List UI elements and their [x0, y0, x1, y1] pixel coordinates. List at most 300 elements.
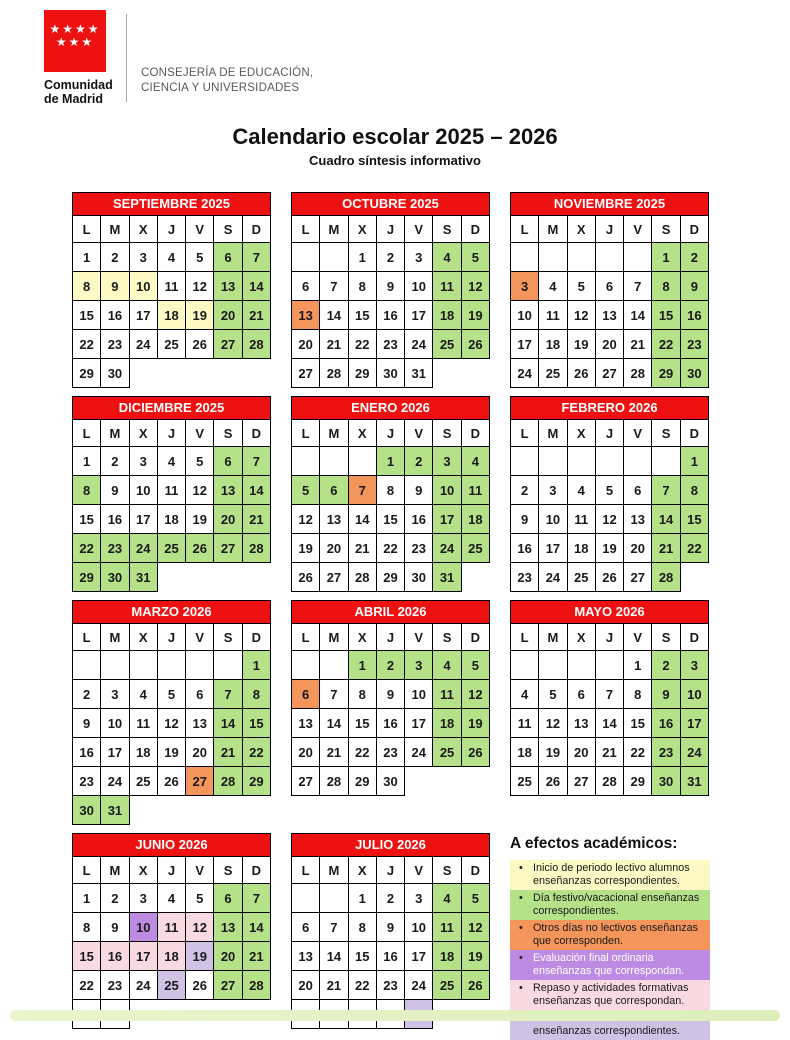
- void-cell: [405, 767, 433, 796]
- day-cell: 29: [73, 563, 101, 592]
- day-cell: 28: [320, 359, 348, 388]
- day-cell: 1: [376, 447, 404, 476]
- weekday-header: L: [73, 857, 101, 884]
- day-cell: 6: [214, 884, 242, 913]
- weekday-header: L: [73, 624, 101, 651]
- day-cell: 26: [461, 971, 489, 1000]
- day-cell: 20: [214, 942, 242, 971]
- empty-cell: [348, 447, 376, 476]
- empty-cell: [567, 651, 595, 680]
- void-cell: [461, 359, 489, 388]
- weekday-header: X: [129, 420, 157, 447]
- weekday-header: S: [652, 420, 680, 447]
- day-cell: 5: [157, 680, 185, 709]
- day-cell: 10: [405, 913, 433, 942]
- day-cell: 16: [652, 709, 680, 738]
- day-cell: 18: [157, 942, 185, 971]
- weekday-header: X: [129, 857, 157, 884]
- day-cell: 8: [348, 913, 376, 942]
- void-cell: [433, 767, 461, 796]
- day-cell: 23: [511, 563, 539, 592]
- empty-cell: [292, 243, 320, 272]
- weekday-header: S: [652, 624, 680, 651]
- day-cell: 1: [242, 651, 270, 680]
- day-cell: 17: [539, 534, 567, 563]
- empty-cell: [214, 651, 242, 680]
- day-cell: 18: [157, 301, 185, 330]
- day-cell: 11: [129, 709, 157, 738]
- weekday-header: V: [624, 624, 652, 651]
- weekday-header: D: [461, 624, 489, 651]
- day-cell: 8: [73, 913, 101, 942]
- day-cell: 31: [433, 563, 461, 592]
- weekday-header: D: [242, 857, 270, 884]
- day-cell: 19: [292, 534, 320, 563]
- empty-cell: [320, 243, 348, 272]
- day-cell: 25: [433, 971, 461, 1000]
- month-title: JUNIO 2026: [72, 833, 271, 857]
- day-cell: 1: [73, 447, 101, 476]
- weekday-header: V: [624, 216, 652, 243]
- day-cell: 23: [101, 534, 129, 563]
- day-cell: 4: [157, 243, 185, 272]
- day-cell: 7: [624, 272, 652, 301]
- day-cell: 7: [320, 680, 348, 709]
- day-cell: 9: [73, 709, 101, 738]
- month-title: SEPTIEMBRE 2025: [72, 192, 271, 216]
- day-cell: 14: [652, 505, 680, 534]
- day-cell: 10: [405, 680, 433, 709]
- day-cell: 10: [405, 272, 433, 301]
- day-cell: 1: [680, 447, 708, 476]
- weekday-header: M: [101, 216, 129, 243]
- day-cell: 2: [652, 651, 680, 680]
- day-cell: 29: [73, 359, 101, 388]
- void-cell: [129, 359, 157, 388]
- month-title: MAYO 2026: [510, 600, 709, 624]
- month-abril-2026: [291, 600, 490, 796]
- day-cell: 9: [101, 913, 129, 942]
- day-cell: 6: [292, 680, 320, 709]
- day-cell: 24: [405, 330, 433, 359]
- day-cell: 23: [73, 767, 101, 796]
- department-line2: CIENCIA Y UNIVERSIDADES: [141, 82, 300, 94]
- void-cell: [214, 359, 242, 388]
- month-mayo-2026: [510, 600, 709, 796]
- day-cell: 30: [376, 359, 404, 388]
- day-cell: 27: [214, 971, 242, 1000]
- day-cell: 20: [292, 330, 320, 359]
- month-table: [291, 419, 490, 592]
- day-cell: 22: [73, 971, 101, 1000]
- day-cell: 12: [186, 476, 214, 505]
- day-cell: 11: [433, 680, 461, 709]
- weekday-header: L: [292, 857, 320, 884]
- day-cell: 21: [595, 738, 623, 767]
- day-cell: 26: [186, 330, 214, 359]
- day-cell: 25: [461, 534, 489, 563]
- empty-cell: [292, 651, 320, 680]
- weekday-header: J: [595, 420, 623, 447]
- day-cell: 26: [186, 971, 214, 1000]
- empty-cell: [595, 651, 623, 680]
- day-cell: 15: [680, 505, 708, 534]
- day-cell: 25: [539, 359, 567, 388]
- day-cell: 29: [376, 563, 404, 592]
- day-cell: 20: [292, 971, 320, 1000]
- weekday-header: M: [101, 624, 129, 651]
- weekday-header: J: [157, 420, 185, 447]
- day-cell: 7: [242, 884, 270, 913]
- empty-cell: [157, 651, 185, 680]
- month-diciembre-2025: [72, 396, 271, 592]
- month-table: [510, 623, 709, 796]
- day-cell: 14: [320, 942, 348, 971]
- day-cell: 3: [405, 884, 433, 913]
- day-cell: 22: [624, 738, 652, 767]
- day-cell: 25: [511, 767, 539, 796]
- weekday-header: S: [652, 216, 680, 243]
- day-cell: 14: [214, 709, 242, 738]
- day-cell: 21: [320, 971, 348, 1000]
- day-cell: 6: [214, 447, 242, 476]
- month-table: [291, 215, 490, 388]
- weekday-header: M: [101, 857, 129, 884]
- day-cell: 30: [680, 359, 708, 388]
- weekday-header: J: [376, 624, 404, 651]
- weekday-header: M: [320, 420, 348, 447]
- day-cell: 9: [101, 272, 129, 301]
- day-cell: 28: [652, 563, 680, 592]
- day-cell: 12: [157, 709, 185, 738]
- day-cell: 26: [539, 767, 567, 796]
- weekday-header: L: [292, 624, 320, 651]
- legend-item-purple: [510, 950, 710, 980]
- month-junio-2026: [72, 833, 271, 1029]
- day-cell: 6: [292, 913, 320, 942]
- empty-cell: [511, 243, 539, 272]
- day-cell: 2: [101, 447, 129, 476]
- day-cell: 14: [348, 505, 376, 534]
- day-cell: 14: [242, 272, 270, 301]
- empty-cell: [595, 243, 623, 272]
- empty-cell: [186, 651, 214, 680]
- void-cell: [157, 796, 185, 825]
- month-title: MARZO 2026: [72, 600, 271, 624]
- day-cell: 14: [242, 913, 270, 942]
- day-cell: 3: [433, 447, 461, 476]
- day-cell: 18: [461, 505, 489, 534]
- day-cell: 5: [461, 884, 489, 913]
- weekday-header: J: [376, 420, 404, 447]
- day-cell: 4: [433, 884, 461, 913]
- day-cell: 3: [680, 651, 708, 680]
- weekday-header: V: [186, 420, 214, 447]
- bullet-icon: •: [519, 922, 523, 934]
- day-cell: 15: [652, 301, 680, 330]
- day-cell: 1: [624, 651, 652, 680]
- day-cell: 27: [595, 359, 623, 388]
- day-cell: 24: [129, 330, 157, 359]
- day-cell: 2: [376, 243, 404, 272]
- day-cell: 29: [624, 767, 652, 796]
- day-cell: 22: [348, 738, 376, 767]
- month-table: [72, 623, 271, 825]
- empty-cell: [539, 447, 567, 476]
- stars-row-bottom: ★★★: [55, 35, 95, 49]
- void-cell: [242, 796, 270, 825]
- weekday-header: V: [405, 857, 433, 884]
- day-cell: 21: [242, 942, 270, 971]
- day-cell: 28: [242, 534, 270, 563]
- month-title: ABRIL 2026: [291, 600, 490, 624]
- day-cell: 20: [595, 330, 623, 359]
- day-cell: 30: [101, 563, 129, 592]
- day-cell: 13: [292, 301, 320, 330]
- day-cell: 4: [129, 680, 157, 709]
- month-table: [291, 856, 490, 1029]
- day-cell: 5: [186, 884, 214, 913]
- day-cell: 15: [73, 301, 101, 330]
- empty-cell: [539, 651, 567, 680]
- day-cell: 19: [186, 301, 214, 330]
- day-cell: 6: [186, 680, 214, 709]
- day-cell: 3: [129, 447, 157, 476]
- day-cell: 4: [461, 447, 489, 476]
- day-cell: 11: [157, 272, 185, 301]
- day-cell: 18: [511, 738, 539, 767]
- day-cell: 13: [320, 505, 348, 534]
- bottom-accent-bar: [10, 1010, 780, 1021]
- day-cell: 13: [292, 709, 320, 738]
- day-cell: 19: [186, 505, 214, 534]
- empty-cell: [320, 651, 348, 680]
- day-cell: 15: [348, 301, 376, 330]
- day-cell: 25: [157, 534, 185, 563]
- day-cell: 10: [511, 301, 539, 330]
- day-cell: 23: [376, 330, 404, 359]
- day-cell: 26: [157, 767, 185, 796]
- day-cell: 3: [129, 884, 157, 913]
- day-cell: 28: [214, 767, 242, 796]
- day-cell: 20: [214, 505, 242, 534]
- weekday-header: L: [73, 216, 101, 243]
- day-cell: 9: [652, 680, 680, 709]
- day-cell: 19: [567, 330, 595, 359]
- day-cell: 31: [129, 563, 157, 592]
- day-cell: 24: [101, 767, 129, 796]
- day-cell: 21: [320, 738, 348, 767]
- day-cell: 29: [348, 767, 376, 796]
- day-cell: 23: [680, 330, 708, 359]
- void-cell: [433, 359, 461, 388]
- empty-cell: [624, 447, 652, 476]
- day-cell: 23: [405, 534, 433, 563]
- day-cell: 8: [242, 680, 270, 709]
- day-cell: 16: [101, 505, 129, 534]
- day-cell: 2: [511, 476, 539, 505]
- day-cell: 23: [376, 971, 404, 1000]
- day-cell: 4: [157, 884, 185, 913]
- weekday-header: X: [129, 624, 157, 651]
- day-cell: 11: [157, 476, 185, 505]
- day-cell: 11: [461, 476, 489, 505]
- empty-cell: [652, 447, 680, 476]
- day-cell: 16: [101, 301, 129, 330]
- weekday-header: L: [511, 624, 539, 651]
- day-cell: 10: [101, 709, 129, 738]
- month-febrero-2026: [510, 396, 709, 592]
- comunidad-madrid-logo: [44, 10, 118, 106]
- weekday-header: L: [292, 216, 320, 243]
- legend-title: A efectos académicos:: [510, 835, 678, 852]
- day-cell: 30: [405, 563, 433, 592]
- weekday-header: D: [680, 420, 708, 447]
- day-cell: 17: [405, 301, 433, 330]
- empty-cell: [73, 651, 101, 680]
- weekday-header: X: [129, 216, 157, 243]
- day-cell: 13: [186, 709, 214, 738]
- empty-cell: [320, 884, 348, 913]
- day-cell: 7: [242, 243, 270, 272]
- day-cell: 6: [567, 680, 595, 709]
- day-cell: 24: [511, 359, 539, 388]
- day-cell: 12: [186, 272, 214, 301]
- month-title: FEBRERO 2026: [510, 396, 709, 420]
- day-cell: 24: [405, 971, 433, 1000]
- day-cell: 22: [73, 330, 101, 359]
- day-cell: 12: [186, 913, 214, 942]
- day-cell: 8: [680, 476, 708, 505]
- day-cell: 31: [680, 767, 708, 796]
- day-cell: 3: [539, 476, 567, 505]
- legend-item-label: Día festivo/vacacional enseñanzas correspondientes.: [533, 892, 700, 917]
- weekday-header: S: [433, 420, 461, 447]
- flag-stars-icon: [44, 10, 106, 72]
- day-cell: 22: [242, 738, 270, 767]
- day-cell: 7: [320, 272, 348, 301]
- day-cell: 18: [129, 738, 157, 767]
- day-cell: 14: [595, 709, 623, 738]
- day-cell: 11: [157, 913, 185, 942]
- day-cell: 21: [652, 534, 680, 563]
- day-cell: 10: [539, 505, 567, 534]
- day-cell: 28: [624, 359, 652, 388]
- weekday-header: J: [376, 857, 404, 884]
- day-cell: 3: [405, 243, 433, 272]
- weekday-header: M: [539, 420, 567, 447]
- day-cell: 12: [567, 301, 595, 330]
- day-cell: 14: [320, 709, 348, 738]
- day-cell: 21: [348, 534, 376, 563]
- day-cell: 5: [292, 476, 320, 505]
- day-cell: 27: [214, 330, 242, 359]
- day-cell: 15: [376, 505, 404, 534]
- day-cell: 11: [433, 913, 461, 942]
- empty-cell: [595, 447, 623, 476]
- weekday-header: S: [214, 216, 242, 243]
- day-cell: 31: [405, 359, 433, 388]
- weekday-header: M: [320, 624, 348, 651]
- day-cell: 27: [186, 767, 214, 796]
- day-cell: 11: [511, 709, 539, 738]
- day-cell: 17: [129, 942, 157, 971]
- day-cell: 20: [567, 738, 595, 767]
- empty-cell: [292, 447, 320, 476]
- day-cell: 10: [433, 476, 461, 505]
- day-cell: 20: [624, 534, 652, 563]
- empty-cell: [567, 447, 595, 476]
- weekday-header: S: [214, 624, 242, 651]
- void-cell: [186, 359, 214, 388]
- day-cell: 7: [214, 680, 242, 709]
- weekday-header: V: [186, 624, 214, 651]
- legend-item-yellow: [510, 860, 710, 890]
- legend-item-label: Otros días no lectivos enseñanzas que corresponden.: [533, 922, 699, 947]
- month-octubre-2025: [291, 192, 490, 388]
- day-cell: 12: [539, 709, 567, 738]
- bullet-icon: •: [519, 952, 523, 964]
- legend-item-orange: [510, 920, 710, 950]
- day-cell: 22: [348, 971, 376, 1000]
- day-cell: 28: [595, 767, 623, 796]
- day-cell: 23: [101, 971, 129, 1000]
- month-marzo-2026: [72, 600, 271, 825]
- bullet-icon: •: [519, 892, 523, 904]
- day-cell: 13: [292, 942, 320, 971]
- empty-cell: [101, 651, 129, 680]
- empty-cell: [511, 447, 539, 476]
- day-cell: 28: [348, 563, 376, 592]
- day-cell: 3: [101, 680, 129, 709]
- weekday-header: J: [157, 216, 185, 243]
- day-cell: 12: [461, 272, 489, 301]
- month-table: [510, 215, 709, 388]
- day-cell: 18: [433, 709, 461, 738]
- logo-wordmark: [44, 78, 118, 106]
- weekday-header: X: [567, 216, 595, 243]
- weekday-header: V: [405, 216, 433, 243]
- day-cell: 21: [320, 330, 348, 359]
- month-noviembre-2025: [510, 192, 709, 388]
- org-header: [44, 10, 313, 106]
- day-cell: 30: [101, 359, 129, 388]
- weekday-header: X: [348, 216, 376, 243]
- day-cell: 1: [348, 651, 376, 680]
- void-cell: [461, 563, 489, 592]
- weekday-header: L: [511, 216, 539, 243]
- day-cell: 6: [595, 272, 623, 301]
- empty-cell: [292, 884, 320, 913]
- weekday-header: X: [567, 624, 595, 651]
- day-cell: 8: [624, 680, 652, 709]
- day-cell: 8: [376, 476, 404, 505]
- day-cell: 1: [652, 243, 680, 272]
- day-cell: 19: [186, 942, 214, 971]
- day-cell: 27: [320, 563, 348, 592]
- day-cell: 6: [214, 243, 242, 272]
- day-cell: 24: [433, 534, 461, 563]
- weekday-header: S: [214, 857, 242, 884]
- day-cell: 19: [461, 301, 489, 330]
- weekday-header: M: [320, 216, 348, 243]
- day-cell: 27: [292, 359, 320, 388]
- day-cell: 14: [624, 301, 652, 330]
- day-cell: 6: [292, 272, 320, 301]
- day-cell: 16: [511, 534, 539, 563]
- void-cell: [129, 796, 157, 825]
- day-cell: 13: [595, 301, 623, 330]
